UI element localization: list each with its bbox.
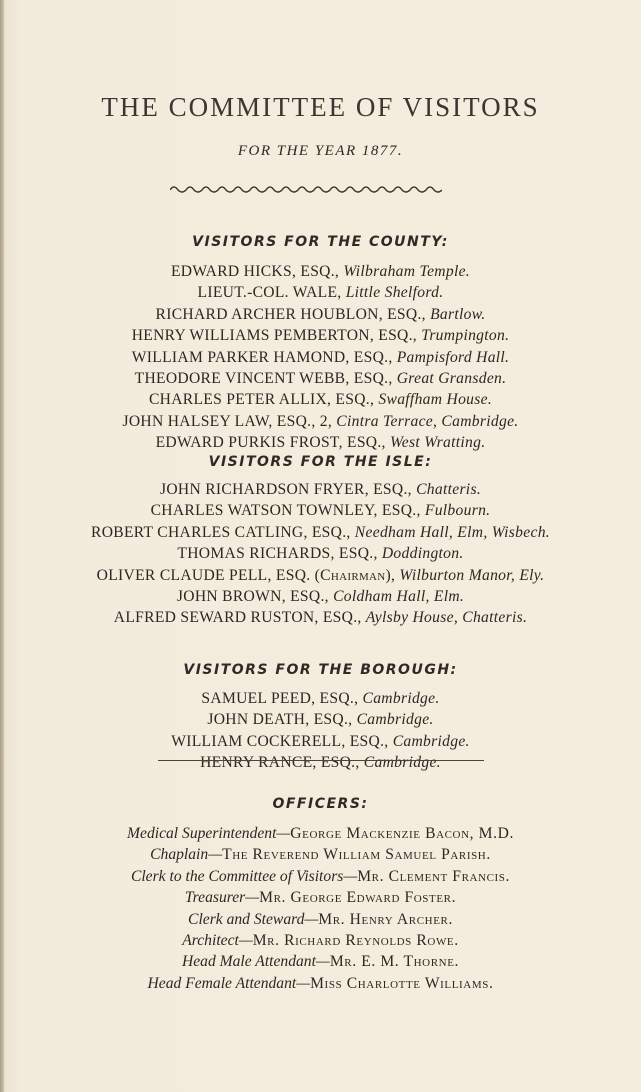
isle-list: [0, 479, 641, 629]
visitor-name: WILLIAM PARKER HAMOND, ESQ.,: [131, 348, 393, 366]
visitor-entry: [0, 752, 641, 773]
visitor-entry: [0, 432, 641, 453]
visitor-place: Aylsby House, Chatteris.: [365, 609, 528, 627]
officer-role: Treasurer—: [184, 889, 260, 907]
officer-name: Mr. Richard Reynolds Rowe.: [252, 931, 459, 949]
visitor-name: HENRY WILLIAMS PEMBERTON, ESQ.,: [131, 327, 417, 345]
visitor-entry: [0, 411, 641, 432]
county-heading: VISITORS FOR THE COUNTY:: [192, 234, 449, 250]
officer-entry: [0, 823, 641, 844]
visitor-place: Great Gransden.: [396, 369, 507, 387]
page-subtitle: FOR THE YEAR 1877.: [237, 143, 404, 159]
wavy-ornament-divider: [170, 182, 442, 196]
visitor-place: Pampisford Hall.: [396, 348, 510, 366]
officer-entry: [0, 951, 641, 972]
visitor-place: Wilbraham Temple.: [343, 263, 471, 280]
officer-role: Medical Superintendent—: [127, 825, 291, 842]
visitor-entry: [0, 709, 641, 730]
visitor-name: HENRY RANCE, ESQ.,: [200, 754, 360, 772]
visitor-name: LIEUT.-COL. WALE,: [197, 284, 342, 302]
visitor-entry: [0, 389, 641, 410]
visitor-place: Needham Hall, Elm, Wisbech.: [354, 523, 550, 541]
officer-name: Mr. E. M. Thorne.: [329, 953, 460, 971]
visitor-name: JOHN BROWN, ESQ.,: [176, 587, 329, 605]
visitor-place: Coldham Hall, Elm.: [333, 587, 465, 605]
visitor-name: THEODORE VINCENT WEBB, ESQ.,: [134, 369, 393, 387]
officer-name: Mr. Henry Archer.: [318, 910, 453, 928]
officer-entry: [0, 866, 641, 887]
officer-role: Chaplain—: [150, 846, 223, 864]
visitor-place: Trumpington.: [421, 327, 510, 345]
visitor-name: JOHN HALSEY LAW, ESQ., 2,: [122, 412, 333, 430]
borough-heading: VISITORS FOR THE BOROUGH:: [183, 662, 458, 678]
visitor-entry: [0, 607, 641, 628]
visitor-place: Wilburton Manor, Ely.: [399, 566, 545, 584]
visitor-place: Cambridge.: [392, 732, 470, 750]
visitor-place: Little Shelford.: [345, 284, 444, 302]
visitor-place: Chatteris.: [416, 481, 482, 498]
officer-role: Head Male Attendant—: [181, 953, 330, 971]
visitor-entry: [0, 500, 641, 521]
visitor-name: JOHN DEATH, ESQ.,: [207, 711, 353, 729]
visitor-entry: [0, 479, 641, 500]
officers-heading: OFFICERS:: [272, 796, 369, 812]
officer-name: Mr. George Edward Foster.: [259, 889, 457, 907]
visitor-entry: [0, 325, 641, 346]
visitor-place: Swaffham House.: [378, 391, 493, 409]
visitor-name: CHARLES PETER ALLIX, ESQ.,: [148, 391, 375, 409]
officer-entry: [0, 973, 641, 994]
visitor-name: SAMUEL PEED, ESQ.,: [201, 690, 359, 707]
isle-heading: VISITORS FOR THE ISLE:: [208, 454, 433, 470]
visitor-entry: [0, 522, 641, 543]
visitor-place: Cambridge.: [363, 754, 441, 772]
visitor-place: Fulbourn.: [424, 502, 491, 520]
visitor-place: Cambridge.: [362, 690, 440, 707]
visitor-entry: [0, 565, 641, 586]
officer-role: Clerk and Steward—: [188, 910, 319, 928]
officer-role: Clerk to the Committee of Visitors—: [130, 867, 358, 885]
visitor-place: Cintra Terrace, Cambridge.: [336, 412, 519, 430]
visitor-entry: [0, 261, 641, 282]
visitor-entry: [0, 368, 641, 389]
county-list: [0, 261, 641, 454]
visitor-place: Cambridge.: [356, 711, 434, 729]
officers-list: [0, 823, 641, 994]
officer-entry: [0, 887, 641, 908]
officer-role: Head Female Attendant—: [147, 974, 311, 992]
visitor-entry: [0, 688, 641, 709]
visitor-entry: [0, 304, 641, 325]
visitor-name: CHARLES WATSON TOWNLEY, ESQ.,: [150, 502, 421, 520]
visitor-entry: [0, 282, 641, 303]
section-divider-rule: [158, 760, 484, 761]
visitor-place: West Wratting.: [389, 434, 486, 452]
officer-entry: [0, 909, 641, 930]
officer-name: Mr. Clement Francis.: [357, 867, 511, 885]
officer-name: George Mackenzie Bacon, M.D.: [290, 825, 514, 842]
visitor-entry: [0, 543, 641, 564]
officer-entry: [0, 844, 641, 865]
visitor-place: Bartlow.: [430, 305, 486, 323]
visitor-name: THOMAS RICHARDS, ESQ.,: [177, 545, 378, 563]
visitor-name: OLIVER CLAUDE PELL, ESQ.: [96, 566, 311, 584]
visitor-name: JOHN RICHARDSON FRYER, ESQ.,: [159, 481, 412, 498]
page-title: THE COMMITTEE OF VISITORS: [101, 92, 540, 122]
officer-entry: [0, 930, 641, 951]
officer-role: Architect—: [182, 931, 253, 949]
visitor-name: RICHARD ARCHER HOUBLON, ESQ.,: [155, 305, 426, 323]
visitor-entry: [0, 731, 641, 752]
visitor-note: (Chairman),: [314, 566, 396, 584]
visitor-entry: [0, 347, 641, 368]
visitor-name: WILLIAM COCKERELL, ESQ.,: [171, 732, 389, 750]
visitor-name: ROBERT CHARLES CATLING, ESQ.,: [91, 523, 351, 541]
officer-name: Miss Charlotte Williams.: [310, 974, 494, 992]
visitor-name: EDWARD PURKIS FROST, ESQ.,: [155, 434, 386, 452]
visitor-name: ALFRED SEWARD RUSTON, ESQ.,: [113, 609, 362, 627]
visitor-entry: [0, 586, 641, 607]
officer-name: The Reverend William Samuel Parish.: [222, 846, 491, 864]
visitor-name: EDWARD HICKS, ESQ.,: [170, 263, 340, 280]
visitor-place: Doddington.: [381, 545, 464, 563]
